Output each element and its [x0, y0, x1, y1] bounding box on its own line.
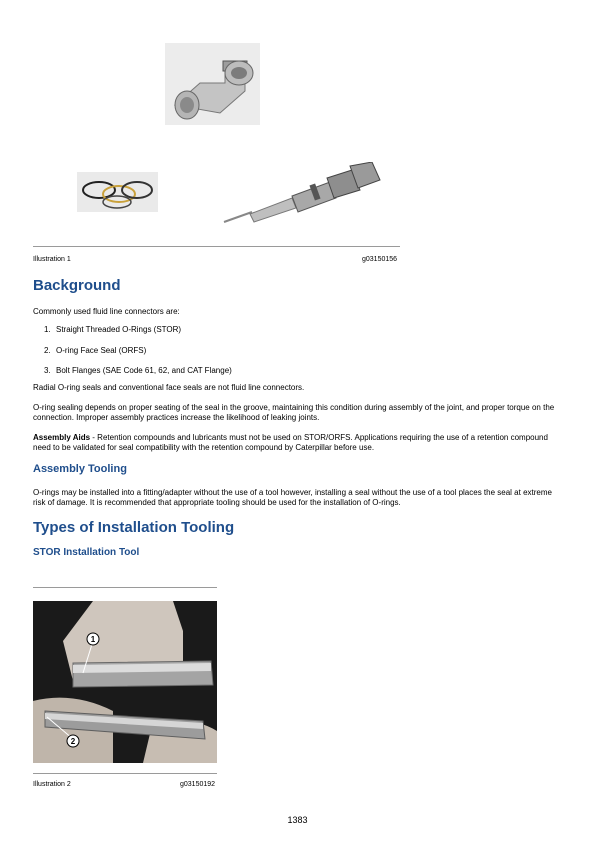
background-paragraph-1: Radial O-ring seals and conventional face seals are not fluid line connectors.: [33, 383, 305, 392]
installation-tool-photo: [33, 601, 217, 763]
callout-1: 1: [90, 635, 96, 644]
callout-2: 2: [70, 737, 76, 746]
illustration2-label: Illustration 2: [33, 781, 71, 788]
background-heading: Background: [33, 277, 121, 294]
illustration1-label: Illustration 1: [33, 256, 71, 263]
injector-image: [222, 162, 382, 228]
assembly-tooling-paragraph: O-rings may be installed into a fitting/adapter without the use of a tool however, installing a seal without the use of a tool places the seal at extreme risk of damage. It is recommended that appropriate tooling should be used for the installation of O-rings.: [33, 488, 552, 507]
stor-tool-heading: STOR Installation Tool: [33, 547, 140, 558]
list-item: 2. O-ring Face Seal (ORFS): [44, 346, 147, 355]
types-heading: Types of Installation Tooling: [33, 519, 235, 536]
background-paragraph-2: O-ring sealing depends on proper seating of the seal in the groove, maintaining this condition during assembly of the joint, and proper torque on the connection. Improper assembly practices increase the likelihood of leaking joints.: [33, 403, 555, 422]
o-rings-image: [77, 172, 158, 212]
illustration1-rule: [33, 246, 400, 247]
assembly-aids-text: - Retention compounds and lubricants must not be used on STOR/ORFS. Applications requiring the use of a retention compound need to be validated for seal compatibility with the retention compound by Caterpillar before use.: [33, 433, 548, 452]
illustration2-code: g03150192: [180, 781, 216, 788]
elbow-fitting-image: [165, 43, 260, 125]
assembly-tooling-heading: Assembly Tooling: [33, 463, 127, 475]
illustration1-code: g03150156: [362, 256, 398, 263]
page-number: 1383: [287, 815, 308, 825]
list-item: 3. Bolt Flanges (SAE Code 61, 62, and CAT Flange): [44, 366, 232, 375]
illustration2-top-rule: [33, 587, 217, 588]
illustration2-rule: [33, 773, 217, 774]
background-intro: Commonly used fluid line connectors are:: [33, 307, 180, 316]
assembly-aids-paragraph: [33, 433, 563, 453]
list-item: 1. Straight Threaded O-Rings (STOR): [44, 325, 182, 334]
assembly-aids-label: Assembly Aids: [33, 433, 91, 442]
